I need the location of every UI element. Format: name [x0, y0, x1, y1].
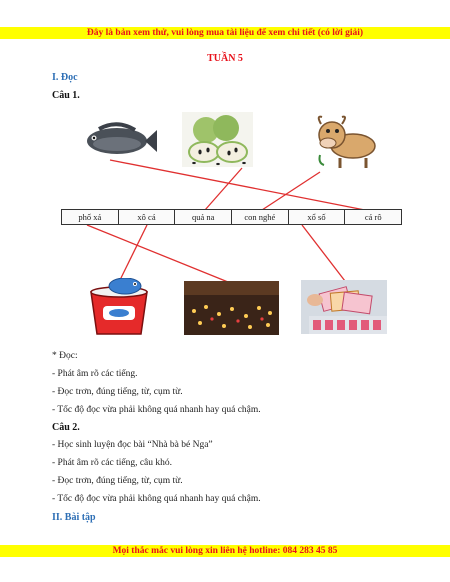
question-1-label: Câu 1. [52, 90, 80, 101]
reading-heading: * Đọc: [52, 351, 78, 361]
footer-banner-text: Mọi thắc mắc vui lòng xin liên hệ hotline: 084 283 45 85 [112, 546, 338, 556]
line-xo-ca-bucket [120, 225, 147, 280]
q2-item: - Phát âm rõ các tiếng, câu khó. [52, 458, 173, 468]
fish-bucket-icon [85, 278, 153, 336]
word-cell: cá rô [364, 212, 382, 222]
lottery-tickets-icon [301, 280, 387, 334]
word-cell: xô cá [119, 210, 176, 224]
reading-item: - Phát âm rõ các tiếng. [52, 369, 138, 379]
q2-item: - Học sinh luyện đọc bài “Nhà bà bé Nga” [52, 440, 213, 450]
line-custard-qua-na [205, 168, 242, 210]
word-cell: phố xá [62, 210, 119, 224]
word-bar [61, 209, 402, 225]
line-xo-so-lottery [302, 225, 345, 281]
week-title: TUẦN 5 [207, 53, 243, 64]
question-2-label: Câu 2. [52, 422, 80, 433]
footer-banner [0, 545, 450, 557]
reading-item: - Đọc trơn, đúng tiếng, từ, cụm từ. [52, 387, 183, 397]
section-reading-title: I. Đọc [52, 72, 78, 83]
word-cell: con nghé [232, 210, 289, 224]
reading-item: - Tốc độ đọc vừa phải không quá nhanh hay quá chậm. [52, 405, 261, 415]
line-fish-ca-ro [110, 160, 375, 212]
street-traffic-icon [184, 281, 279, 335]
q2-item: - Đọc trơn, đúng tiếng, từ, cụm từ. [52, 476, 183, 486]
header-banner-text: Đây là bản xem thử, vui lòng mua tài liệu để xem chi tiết (có lời giải) [86, 28, 364, 38]
word-cell: quả na [175, 210, 232, 224]
q2-item: - Tốc độ đọc vừa phải không quá nhanh hay quá chậm. [52, 494, 261, 504]
line-pho-xa-street [87, 225, 228, 282]
word-cell: xổ số [289, 210, 346, 224]
section-exercise-title: II. Bài tập [52, 512, 96, 523]
